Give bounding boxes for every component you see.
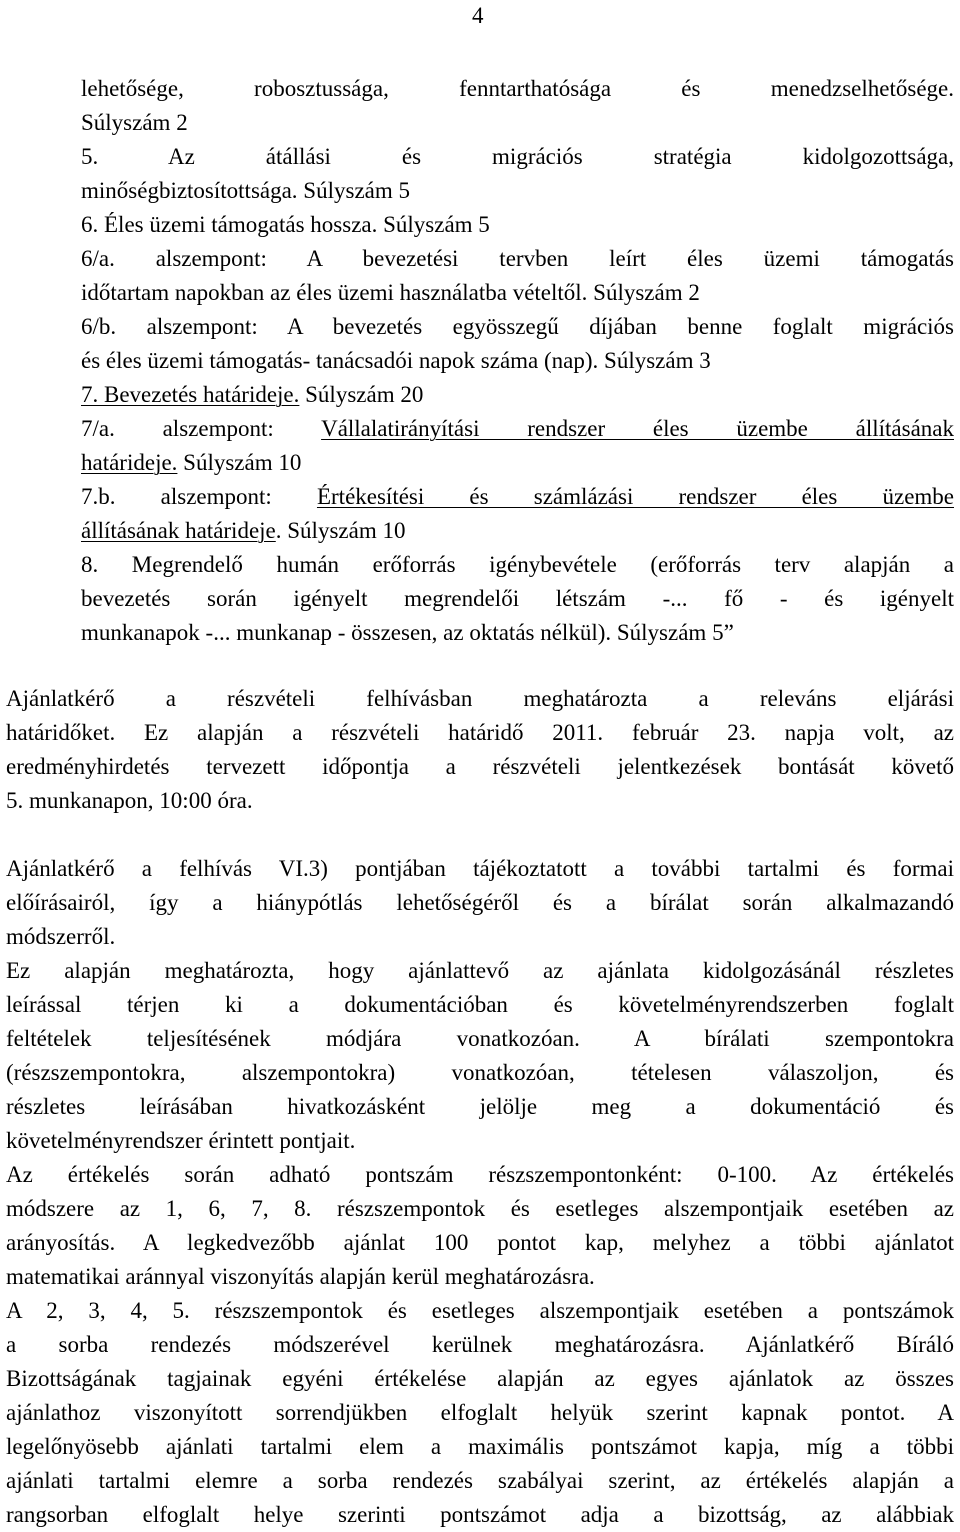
underlined-text: Értékesítési és számlázási rendszer éles üzembe [316,484,954,509]
text-segment: 5. Az átállási és migrációs stratégia kidolgozottsága, [81,144,954,169]
text-line [81,174,954,208]
page-number: 4 [472,3,484,28]
underlined-text: állításának határideje [81,518,276,543]
text-line [6,1090,954,1124]
text-segment: Ez alapján meghatározta, hogy ajánlattevő az ajánlata kidolgozásánál részletes [6,958,954,983]
text-segment: 7.b. alszempont: [81,484,317,509]
text-line [6,1158,954,1192]
text-segment: Súlyszám 10 [177,450,302,475]
text-line [81,548,954,582]
text-segment: lehetősége, robosztussága, fenntarthatósága és menedzselhetősége. [81,76,954,101]
text-segment: eredményhirdetés tervezett időpontja a részvételi jelentkezések bontását követő [6,754,954,779]
text-line [81,106,954,140]
text-segment: Súlyszám 20 [299,382,424,407]
text-segment: 6/a. alszempont: A bevezetési tervben leírt éles üzemi támogatás [81,246,954,271]
text-segment: és éles üzemi támogatás- tanácsadói napok száma (nap). Súlyszám 3 [81,348,711,373]
text-segment: módszere az 1, 6, 7, 8. részszempontok és esetleges alszempontjaik esetében az [6,1196,954,1221]
text-segment: Súlyszám 2 [81,110,188,135]
text-line [6,852,954,886]
text-line [6,784,954,818]
text-segment: 7/a. alszempont: [81,416,322,441]
text-segment: a sorba rendezés módszerével kerülnek meghatározásra. Ajánlatkérő Bíráló [6,1332,954,1357]
text-segment: munkanapok -... munkanap - összesen, az oktatás nélkül). Súlyszám 5” [81,620,734,645]
text-line [6,1328,954,1362]
text-segment: Az értékelés során adható pontszám részszempontonként: 0-100. Az értékelés [6,1162,954,1187]
text-line [81,276,954,310]
text-line [6,886,954,920]
text-segment: Bizottságának tagjainak egyéni értékelése alapján az egyes ajánlatok az összes [6,1366,954,1391]
text-segment: 6/b. alszempont: A bevezetés egyösszegű díjában benne foglalt migrációs [81,314,954,339]
text-line [81,344,954,378]
text-line [6,1362,954,1396]
text-line [6,1430,954,1464]
underlined-text: Vállalatirányítási rendszer éles üzembe állításának [321,416,954,441]
text-segment: matematikai aránnyal viszonyítás alapján kerül meghatározásra. [6,1264,595,1289]
criteria-list [0,72,960,650]
text-segment: leírással térjen ki a dokumentációban és követelményrendszerben foglalt [6,992,954,1017]
text-line [6,716,954,750]
text-segment: A 2, 3, 4, 5. részszempontok és esetleges alszempontjaik esetében a pontszámok [6,1298,954,1323]
text-line [6,1464,954,1498]
text-segment: feltételek teljesítésének módjára vonatkozóan. A bírálati szempontokra [6,1026,954,1051]
text-line [6,1022,954,1056]
text-line [81,140,954,174]
text-line [81,480,954,514]
text-segment: Ajánlatkérő a felhívás VI.3) pontjában tájékoztatott a további tartalmi és formai [6,856,954,881]
text-line [81,242,954,276]
text-segment: rangsorban elfoglalt helye szerinti pontszámot adja a bizottság, az alábbiak [6,1502,954,1527]
text-segment: módszerről. [6,924,116,949]
text-segment: 8. Megrendelő humán erőforrás igénybevétele (erőforrás terv alapján a [81,552,954,577]
text-segment: ajánlati tartalmi elemre a sorba rendezés szabályai szerint, az értékelés alapján a [6,1468,954,1493]
text-segment: részletes leírásában hivatkozásként jelölje meg a dokumentáció és [6,1094,954,1119]
text-segment: 6. Éles üzemi támogatás hossza. Súlyszám 5 [81,212,490,237]
text-line [6,750,954,784]
text-segment: időtartam napokban az éles üzemi használatba vételtől. Súlyszám 2 [81,280,700,305]
text-line [81,514,954,548]
text-segment: legelőnyösebb ajánlati tartalmi elem a maximális pontszámot kapja, míg a többi [6,1434,954,1459]
text-line [81,378,954,412]
text-segment: minőségbiztosítottsága. Súlyszám 5 [81,178,410,203]
text-segment: (részszempontokra, alszempontokra) vonatkozóan, tételesen válaszoljon, és [6,1060,954,1085]
text-line [81,582,954,616]
text-segment: 5. munkanapon, 10:00 óra. [6,788,253,813]
text-line [81,616,954,650]
text-line [6,1226,954,1260]
text-line [81,446,954,480]
text-line [81,310,954,344]
text-line [6,1124,954,1158]
text-line [6,1498,954,1532]
text-line [6,1396,954,1430]
underlined-text: 7. Bevezetés határideje. [81,382,300,407]
text-segment: határidőket. Ez alapján a részvételi határidő 2011. február 23. napja volt, az [6,720,954,745]
text-line [6,1260,954,1294]
text-segment: Ajánlatkérő a részvételi felhívásban meghatározta a releváns eljárási [6,686,954,711]
text-line [6,1056,954,1090]
text-segment: arányosítás. A legkedvezőbb ajánlat 100 pontot kap, melyhez a többi ajánlatot [6,1230,954,1255]
text-line [6,954,954,988]
text-segment: ajánlathoz viszonyított sorrendjükben elfoglalt helyük szerint kapnak pontot. A [6,1400,954,1425]
underlined-text: határideje. [81,450,178,475]
text-line [6,1192,954,1226]
text-line [81,72,954,106]
paragraph-evaluation-rules [0,852,960,1532]
text-line [6,682,954,716]
text-line [6,988,954,1022]
text-segment: előírásairól, így a hiánypótlás lehetőségéről és a bírálat során alkalmazandó [6,890,954,915]
text-line [81,208,954,242]
text-segment: . Súlyszám 10 [275,518,406,543]
text-line [6,920,954,954]
text-segment: bevezetés során igényelt megrendelői létszám -... fő - és igényelt [81,586,954,611]
paragraph-deadlines [0,682,960,818]
text-line [6,1294,954,1328]
text-line [81,412,954,446]
text-segment: követelményrendszer érintett pontjait. [6,1128,356,1153]
